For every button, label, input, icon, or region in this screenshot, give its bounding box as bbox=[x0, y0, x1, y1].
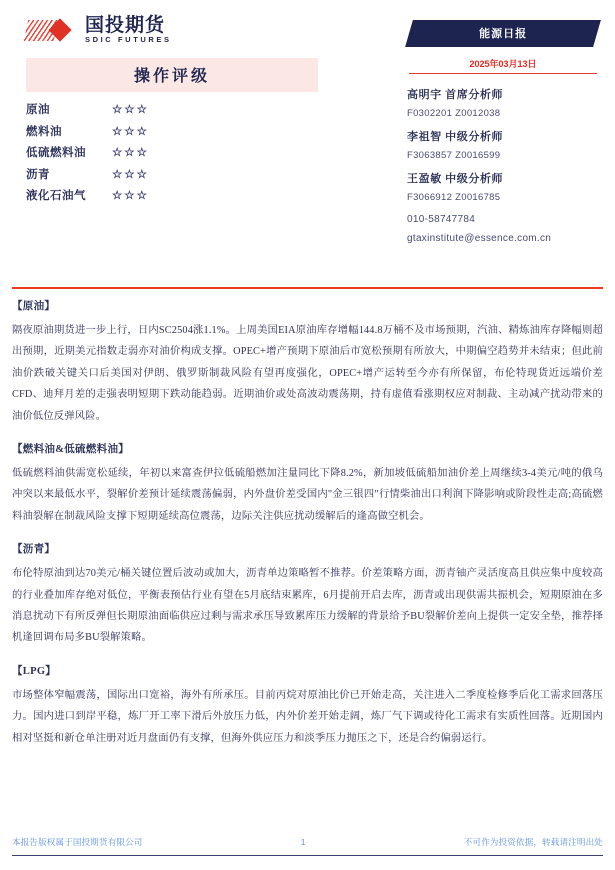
analyst-info-block bbox=[407, 86, 597, 244]
footer-disclaimer: 不可作为投资依据，转载请注明出处 bbox=[463, 837, 603, 847]
section-fuel-oil bbox=[12, 441, 603, 527]
analyst-license-code: F3063857 Z0016599 bbox=[407, 150, 501, 161]
section-text: 隔夜原油期货进一步上行，日内SC2504涨1.1%。上周美国EIA原油库存增幅144.8万桶不及市场预期，汽油、精炼油库存降幅则超出预期，近期美元指数走弱亦对油价构成支撑。OPEC+增产预期下原油后市宽松预期有所放大，中期偏空趋势并未结束；但此前油价跌破关键关口后美国对伊朗、俄罗斯制裁风险有望再度强化，OPEC+增产运转至今亦有所保留，布伦特现货近远端价差CFD、迪拜月差的走强表明短期下跌动能趋弱。近期油价或处高波动震荡期，持有虚值看涨期权应对制裁、主动减产扰动带来的油价低位反弹风险。 bbox=[12, 325, 603, 422]
section-heading: 【原油】 bbox=[12, 301, 56, 312]
company-logo bbox=[26, 16, 172, 44]
brand-name-cn: 国投期货 bbox=[85, 15, 166, 36]
section-text: 布伦特原油到达70美元/桶关键位置后波动或加大，沥青单边策略暂不推荐。价差策略方面，沥青铀产灵活度高且供应集中度较高的行业叠加库存绝对低位，平衡表预估行业有望在5月底结束累库，6月提前开启去库，沥青或出现供需共振机会，短期原油在多消息扰动下有所反弹但长期原油面临供应过剩与需求承压导致累库压力缓解的背景给予BU裂解价差向上提供一定安全垫，推荐择机逢回调布局多BU裂解策略。 bbox=[12, 568, 603, 644]
report-header bbox=[0, 0, 615, 268]
brand-name-en: SDIC FUTURES bbox=[85, 35, 172, 44]
logo-text bbox=[85, 16, 172, 44]
section-crude-oil bbox=[12, 298, 603, 427]
operation-rating-panel bbox=[26, 58, 318, 209]
report-type-badge bbox=[405, 20, 601, 47]
contact-email[interactable]: gtaxinstitute@essence.com.cn bbox=[407, 233, 552, 244]
section-text: 低硫燃料油供需宽松延续，年初以来富查伊拉低硫船燃加注量同比下降8.2%，新加坡低硫船加油价差上周继续3-4美元/吨的俄乌冲突以来最低水平，裂解价差预计延续震荡偏弱，内外盘价差受国内"金三银四"行情柴油出口利润下降影响或阶段性走高;高硫燃料油裂解在制裁风险支撑下短期延续高位震荡，边际关注供应扰动缓解后的逢高做空机会。 bbox=[12, 468, 603, 522]
report-body bbox=[12, 298, 603, 763]
rating-item-name: 低硫燃料油 bbox=[26, 147, 86, 159]
rating-row bbox=[26, 144, 318, 160]
rating-item-stars: ☆☆☆ bbox=[112, 190, 149, 202]
analyst-license-code: F3066912 Z0016785 bbox=[407, 192, 501, 203]
header-divider-rule bbox=[12, 287, 603, 289]
section-heading: 【LPG】 bbox=[12, 665, 57, 677]
analyst-name-title: 高明宇 首席分析师 bbox=[407, 89, 504, 101]
section-text: 市场整体窄幅震荡，国际出口宽裕，海外有所承压。目前丙烷对原油比价已开始走高，关注进入二季度检修季后化工需求回落压力。国内进口到岸平稳，炼厂开工率下滑后外放压力低，内外价差开始走阔，炼厂气下调或待化工需求有实质性回落。近期国内相对坚挺和新仓单注册对近月盘面仍有支撑，但海外供应压力和淡季压力抛压之下，还是合约偏弱运行。 bbox=[12, 689, 603, 744]
footer-page-number: 1 bbox=[300, 837, 306, 847]
rating-item-stars: ☆☆☆ bbox=[112, 147, 149, 159]
section-heading: 【燃料油&低硫燃料油】 bbox=[12, 444, 130, 456]
section-asphalt bbox=[12, 541, 603, 649]
section-lpg bbox=[12, 663, 603, 749]
rating-item-name: 原油 bbox=[26, 104, 50, 116]
rating-item-name: 燃料油 bbox=[26, 125, 62, 138]
sdic-diamond-logo-icon bbox=[26, 17, 78, 43]
analyst-name-title: 李祖智 中级分析师 bbox=[407, 131, 504, 143]
rating-row bbox=[26, 166, 318, 182]
section-heading: 【沥青】 bbox=[12, 544, 56, 556]
rating-item-stars: ☆☆☆ bbox=[112, 104, 149, 116]
rating-row bbox=[26, 123, 318, 139]
report-type-block bbox=[409, 20, 597, 74]
footer-copyright: 本报告版权属于国投期货有限公司 bbox=[12, 837, 143, 847]
rating-list bbox=[26, 101, 318, 203]
analyst-name-title: 王盈敏 中级分析师 bbox=[407, 173, 504, 185]
rating-item-stars: ☆☆☆ bbox=[112, 168, 149, 181]
rating-row bbox=[26, 187, 318, 203]
report-type-label: 能源日报 bbox=[479, 28, 528, 40]
rating-item-name: 液化石油气 bbox=[26, 190, 86, 202]
rating-item-name: 沥青 bbox=[26, 168, 50, 181]
report-footer bbox=[12, 836, 603, 856]
contact-phone: 010-58747784 bbox=[407, 214, 476, 225]
rating-panel-title: 操作评级 bbox=[26, 58, 318, 92]
analyst-license-code: F0302201 Z0012038 bbox=[407, 108, 501, 119]
rating-item-stars: ☆☆☆ bbox=[112, 125, 149, 138]
report-date: 2025年03月13日 bbox=[409, 57, 597, 74]
rating-row bbox=[26, 101, 318, 117]
